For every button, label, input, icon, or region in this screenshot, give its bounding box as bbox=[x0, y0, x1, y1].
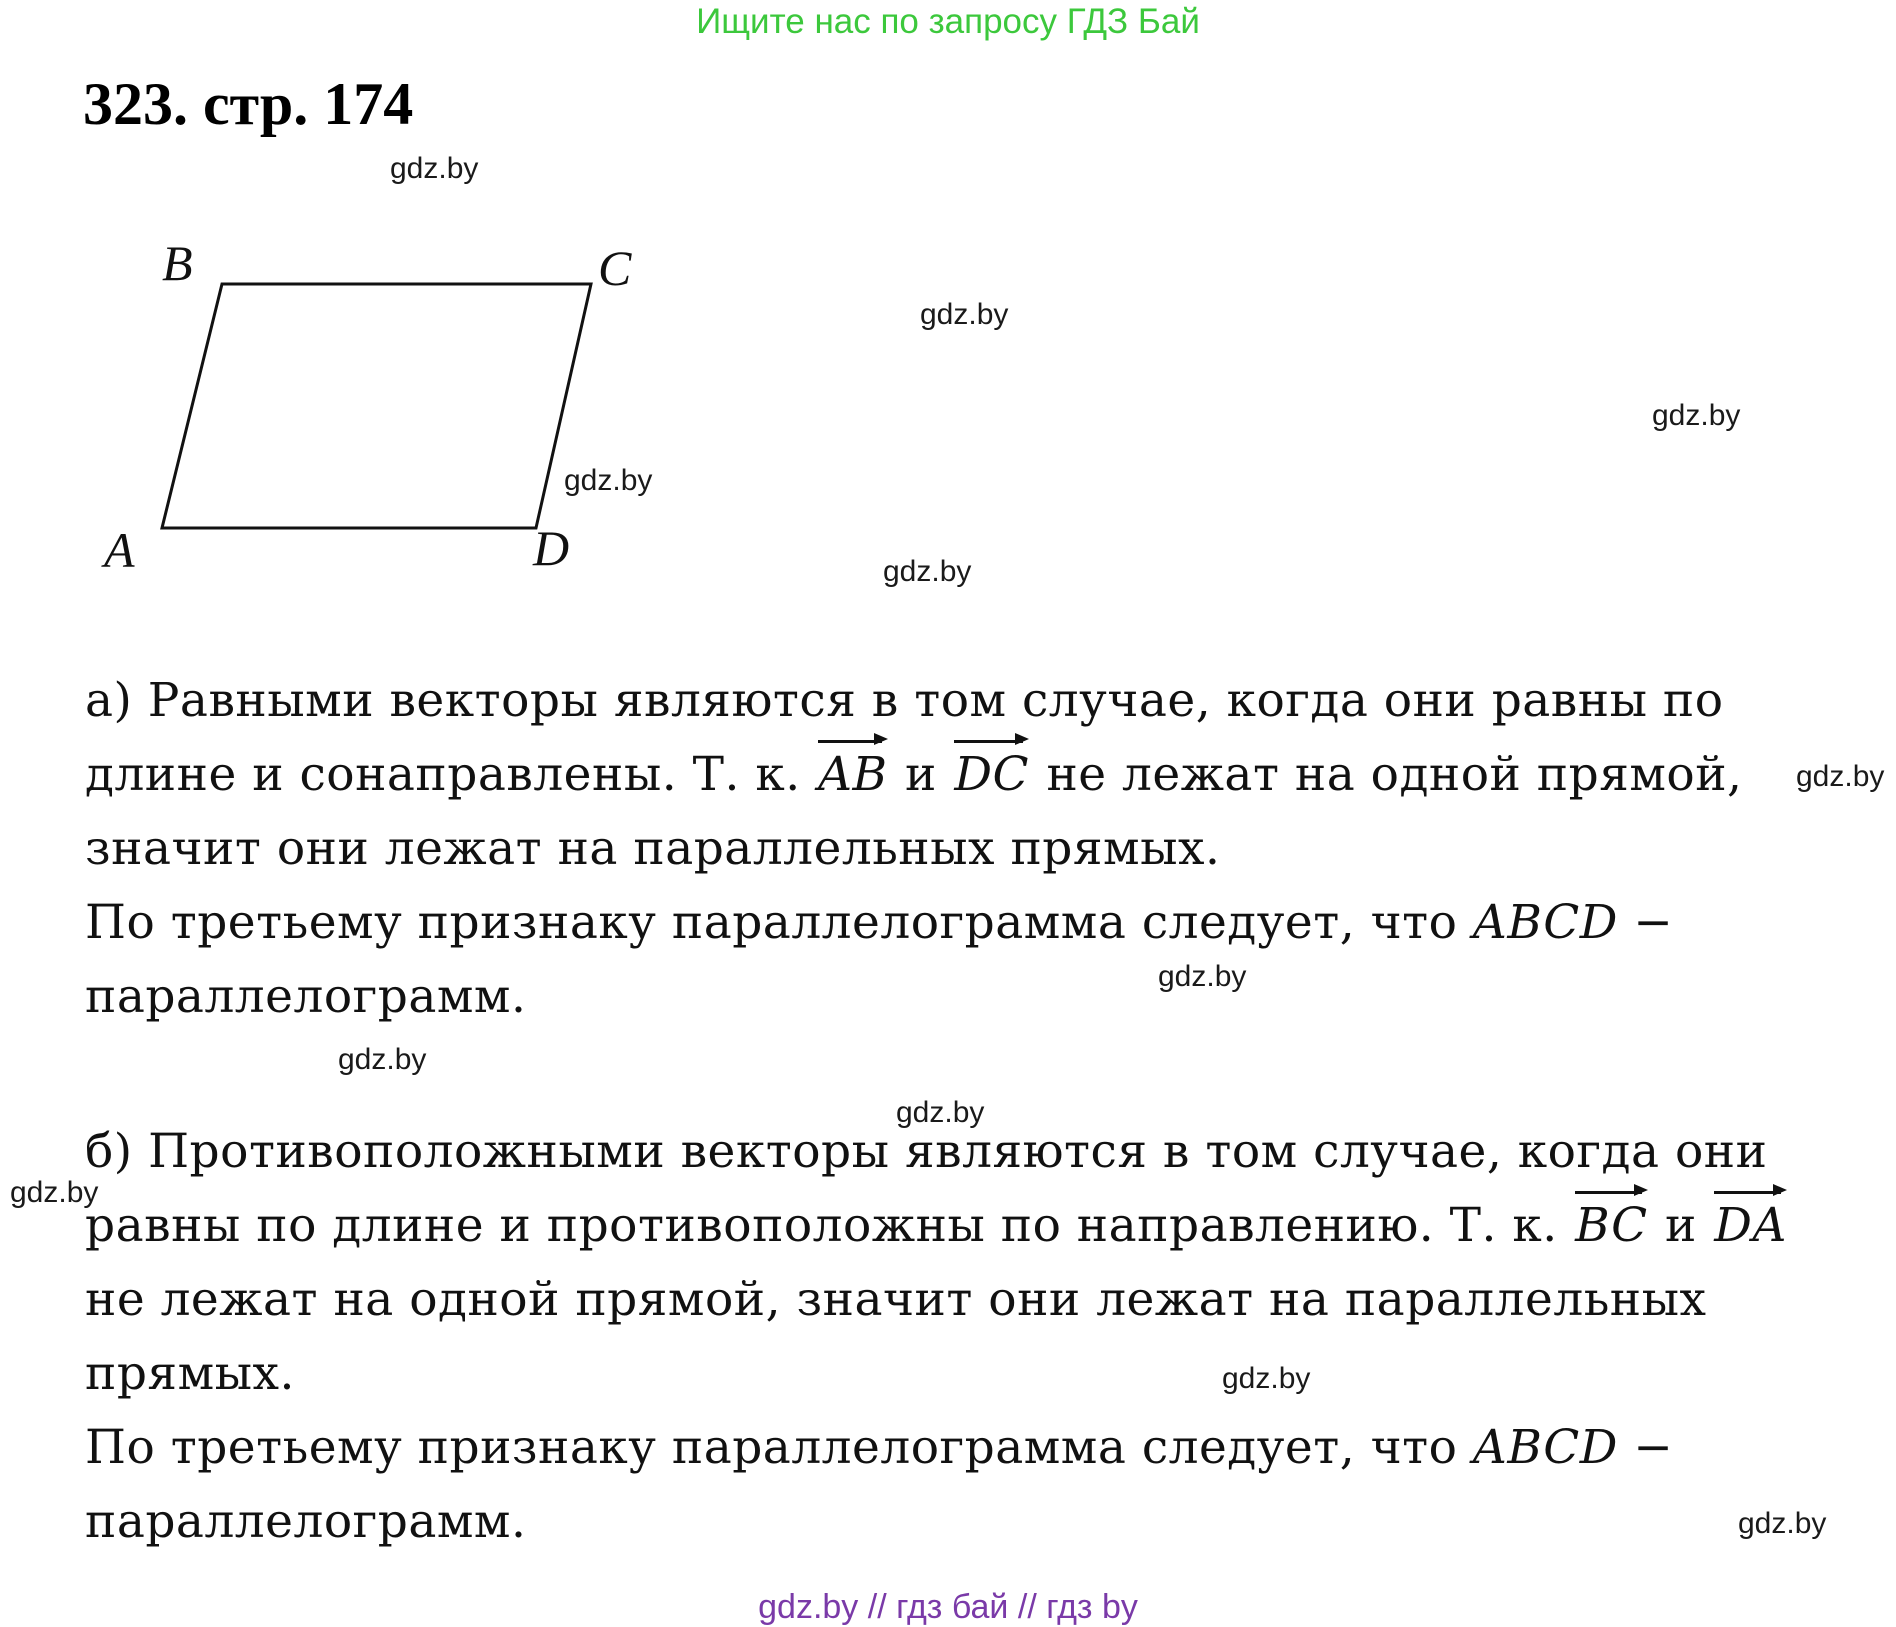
text-line: б) Противоположными векторы являются в том случае, когда они bbox=[85, 1124, 1768, 1179]
vertex-label-b: B bbox=[162, 235, 193, 291]
vertex-label-a: A bbox=[104, 522, 135, 578]
vertex-label-d: D bbox=[533, 520, 570, 576]
watermark: gdz.by bbox=[920, 298, 1009, 331]
watermark: gdz.by bbox=[1222, 1362, 1311, 1395]
text-line: прямых. bbox=[85, 1346, 295, 1401]
parallelogram-shape bbox=[162, 284, 591, 528]
answer-part-b bbox=[85, 1115, 1865, 1559]
vector-ab: AB bbox=[816, 738, 889, 812]
vector-da: DA bbox=[1712, 1189, 1789, 1263]
text-line bbox=[85, 886, 1865, 960]
watermark: gdz.by bbox=[564, 464, 653, 497]
watermark: gdz.by bbox=[1796, 760, 1885, 793]
watermark: gdz.by bbox=[1158, 960, 1247, 993]
problem-heading: 323. стр. 174 bbox=[83, 71, 414, 137]
math-abcd: ABCD − bbox=[1472, 895, 1674, 950]
text-line: не лежат на одной прямой, значит они лежат на параллельных bbox=[85, 1272, 1707, 1327]
text-line: параллелограмм. bbox=[85, 969, 527, 1024]
text-segment: равны по длине и противоположны по направлению. Т. к. bbox=[85, 1198, 1558, 1253]
answer-part-a bbox=[85, 664, 1865, 1034]
text-segment: не лежат на одной прямой, bbox=[1046, 747, 1743, 802]
watermark: gdz.by bbox=[10, 1176, 99, 1209]
text-segment: По третьему признаку параллелограмма следует, что bbox=[85, 1420, 1458, 1475]
watermark: gdz.by bbox=[883, 555, 972, 588]
text-line: значит они лежат на параллельных прямых. bbox=[85, 821, 1221, 876]
vertex-label-c: C bbox=[598, 240, 632, 296]
text-segment: По третьему признаку параллелограмма следует, что bbox=[85, 895, 1458, 950]
watermark: gdz.by bbox=[896, 1096, 985, 1129]
footer-links[interactable]: gdz.by // гдз бай // гдз by bbox=[758, 1588, 1138, 1626]
text-segment: длине и сонаправлены. Т. к. bbox=[85, 747, 801, 802]
watermark: gdz.by bbox=[1652, 399, 1741, 432]
text-line bbox=[85, 738, 1865, 812]
text-line bbox=[85, 1189, 1865, 1263]
text-line: параллелограмм. bbox=[85, 1494, 527, 1549]
text-line bbox=[85, 1411, 1865, 1485]
site-banner[interactable]: Ищите нас по запросу ГДЗ Бай bbox=[696, 2, 1200, 41]
text-line: а) Равными векторы являются в том случае, когда они равны по bbox=[85, 673, 1724, 728]
watermark: gdz.by bbox=[1738, 1507, 1827, 1540]
vector-dc: DC bbox=[952, 738, 1031, 812]
text-segment: и bbox=[905, 747, 937, 802]
text-segment: и bbox=[1665, 1198, 1697, 1253]
watermark: gdz.by bbox=[390, 152, 479, 185]
watermark: gdz.by bbox=[338, 1043, 427, 1076]
math-abcd: ABCD − bbox=[1472, 1420, 1674, 1475]
parallelogram-figure bbox=[0, 0, 700, 600]
vector-bc: BC bbox=[1573, 1189, 1649, 1263]
